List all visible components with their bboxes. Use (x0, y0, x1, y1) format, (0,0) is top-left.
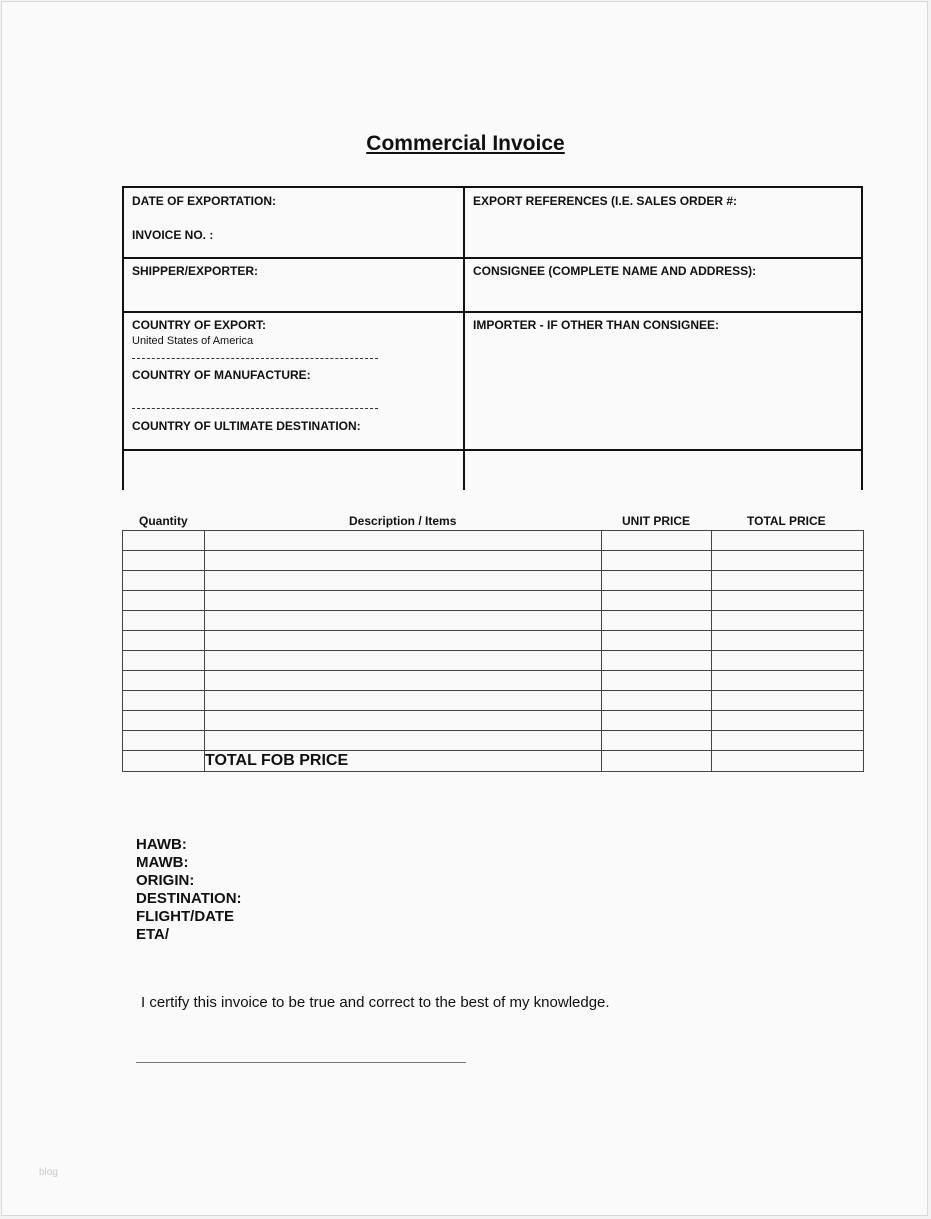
table-row (123, 711, 864, 731)
cell-blank-right (463, 451, 863, 490)
invoice-no-label: INVOICE NO. : (132, 228, 214, 242)
divider (132, 358, 378, 359)
table-cell[interactable] (123, 531, 205, 551)
consignee-label: CONSIGNEE (COMPLETE NAME AND ADDRESS): (473, 264, 757, 278)
table-row (123, 591, 864, 611)
flight-date-label: FLIGHT/DATE (136, 908, 235, 925)
table-cell[interactable] (123, 571, 205, 591)
table-cell[interactable] (712, 731, 864, 751)
table-cell[interactable] (602, 551, 712, 571)
header-row-countries (122, 311, 863, 449)
header-row-parties (122, 257, 863, 311)
importer-label: IMPORTER - IF OTHER THAN CONSIGNEE: (473, 318, 719, 332)
table-cell[interactable] (123, 591, 205, 611)
table-cell[interactable] (123, 691, 205, 711)
destination-label: DESTINATION: (136, 890, 242, 907)
table-cell[interactable] (712, 671, 864, 691)
date-of-exportation-label: DATE OF EXPORTATION: (132, 194, 276, 208)
table-cell[interactable] (602, 611, 712, 631)
table-row (123, 611, 864, 631)
cell-export-references (463, 188, 863, 257)
column-header-description: Description / Items (349, 514, 457, 528)
table-cell[interactable] (205, 671, 602, 691)
country-of-export-label: COUNTRY OF EXPORT: (132, 318, 267, 332)
table-cell[interactable] (123, 631, 205, 651)
page-title: Commercial Invoice (366, 132, 565, 155)
table-cell[interactable] (712, 631, 864, 651)
header-grid (122, 186, 863, 490)
cell-blank-left (122, 451, 465, 490)
table-cell[interactable] (205, 731, 602, 751)
table-cell[interactable] (602, 751, 712, 772)
table-row (123, 731, 864, 751)
eta-label: ETA/ (136, 926, 170, 943)
table-cell[interactable] (205, 531, 602, 551)
shipper-exporter-label: SHIPPER/EXPORTER: (132, 264, 259, 278)
table-cell[interactable] (712, 691, 864, 711)
watermark: blog (39, 1167, 58, 1178)
table-cell[interactable] (123, 551, 205, 571)
table-cell[interactable] (712, 611, 864, 631)
table-cell[interactable] (602, 531, 712, 551)
hawb-label: HAWB: (136, 836, 187, 853)
table-cell[interactable] (205, 591, 602, 611)
table-cell[interactable] (712, 571, 864, 591)
table-cell[interactable] (205, 711, 602, 731)
country-of-ultimate-destination-label: COUNTRY OF ULTIMATE DESTINATION: (132, 419, 361, 433)
total-row (123, 751, 864, 772)
header-row-blank (122, 449, 863, 490)
table-row (123, 531, 864, 551)
header-row-dates (122, 186, 863, 257)
cell-countries (122, 313, 465, 449)
table-row (123, 691, 864, 711)
table-cell[interactable] (205, 611, 602, 631)
table-cell[interactable] (602, 711, 712, 731)
total-fob-price-label: TOTAL FOB PRICE (205, 751, 602, 772)
table-cell[interactable] (712, 551, 864, 571)
table-cell[interactable] (123, 731, 205, 751)
table-cell[interactable] (602, 691, 712, 711)
table-cell[interactable] (602, 571, 712, 591)
shipping-details (136, 836, 242, 944)
table-cell[interactable] (123, 611, 205, 631)
column-header-quantity: Quantity (139, 514, 188, 528)
mawb-label: MAWB: (136, 854, 189, 871)
table-cell[interactable] (123, 711, 205, 731)
table-cell[interactable] (602, 631, 712, 651)
table-row (123, 631, 864, 651)
table-cell[interactable] (205, 691, 602, 711)
country-of-export-value: United States of America (132, 335, 254, 347)
table-cell[interactable] (712, 651, 864, 671)
table-row (123, 671, 864, 691)
table-row (123, 551, 864, 571)
table-cell[interactable] (205, 551, 602, 571)
table-cell[interactable] (602, 651, 712, 671)
table-cell[interactable] (205, 651, 602, 671)
country-of-manufacture-label: COUNTRY OF MANUFACTURE: (132, 368, 311, 382)
export-references-label: EXPORT REFERENCES (I.E. SALES ORDER #: (473, 194, 738, 208)
cell-consignee (463, 259, 863, 311)
cell-shipper (122, 259, 465, 311)
cell-date-invoice (122, 188, 465, 257)
table-cell[interactable] (712, 711, 864, 731)
certification-statement: I certify this invoice to be true and correct to the best of my knowledge. (141, 994, 610, 1011)
table-row (123, 651, 864, 671)
divider (132, 408, 378, 409)
table-cell[interactable] (602, 671, 712, 691)
table-row (123, 571, 864, 591)
cell-importer (463, 313, 863, 449)
origin-label: ORIGIN: (136, 872, 195, 889)
table-cell[interactable] (205, 631, 602, 651)
table-cell[interactable] (712, 591, 864, 611)
table-cell[interactable] (123, 651, 205, 671)
items-grid (122, 530, 864, 772)
column-header-unit-price: UNIT PRICE (622, 514, 691, 528)
signature-line (136, 1062, 466, 1063)
table-cell[interactable] (123, 671, 205, 691)
column-header-total-price: TOTAL PRICE (747, 514, 826, 528)
table-cell[interactable] (123, 751, 205, 772)
table-cell[interactable] (712, 751, 864, 772)
table-cell[interactable] (602, 591, 712, 611)
table-cell[interactable] (205, 571, 602, 591)
table-cell[interactable] (602, 731, 712, 751)
table-cell[interactable] (712, 531, 864, 551)
